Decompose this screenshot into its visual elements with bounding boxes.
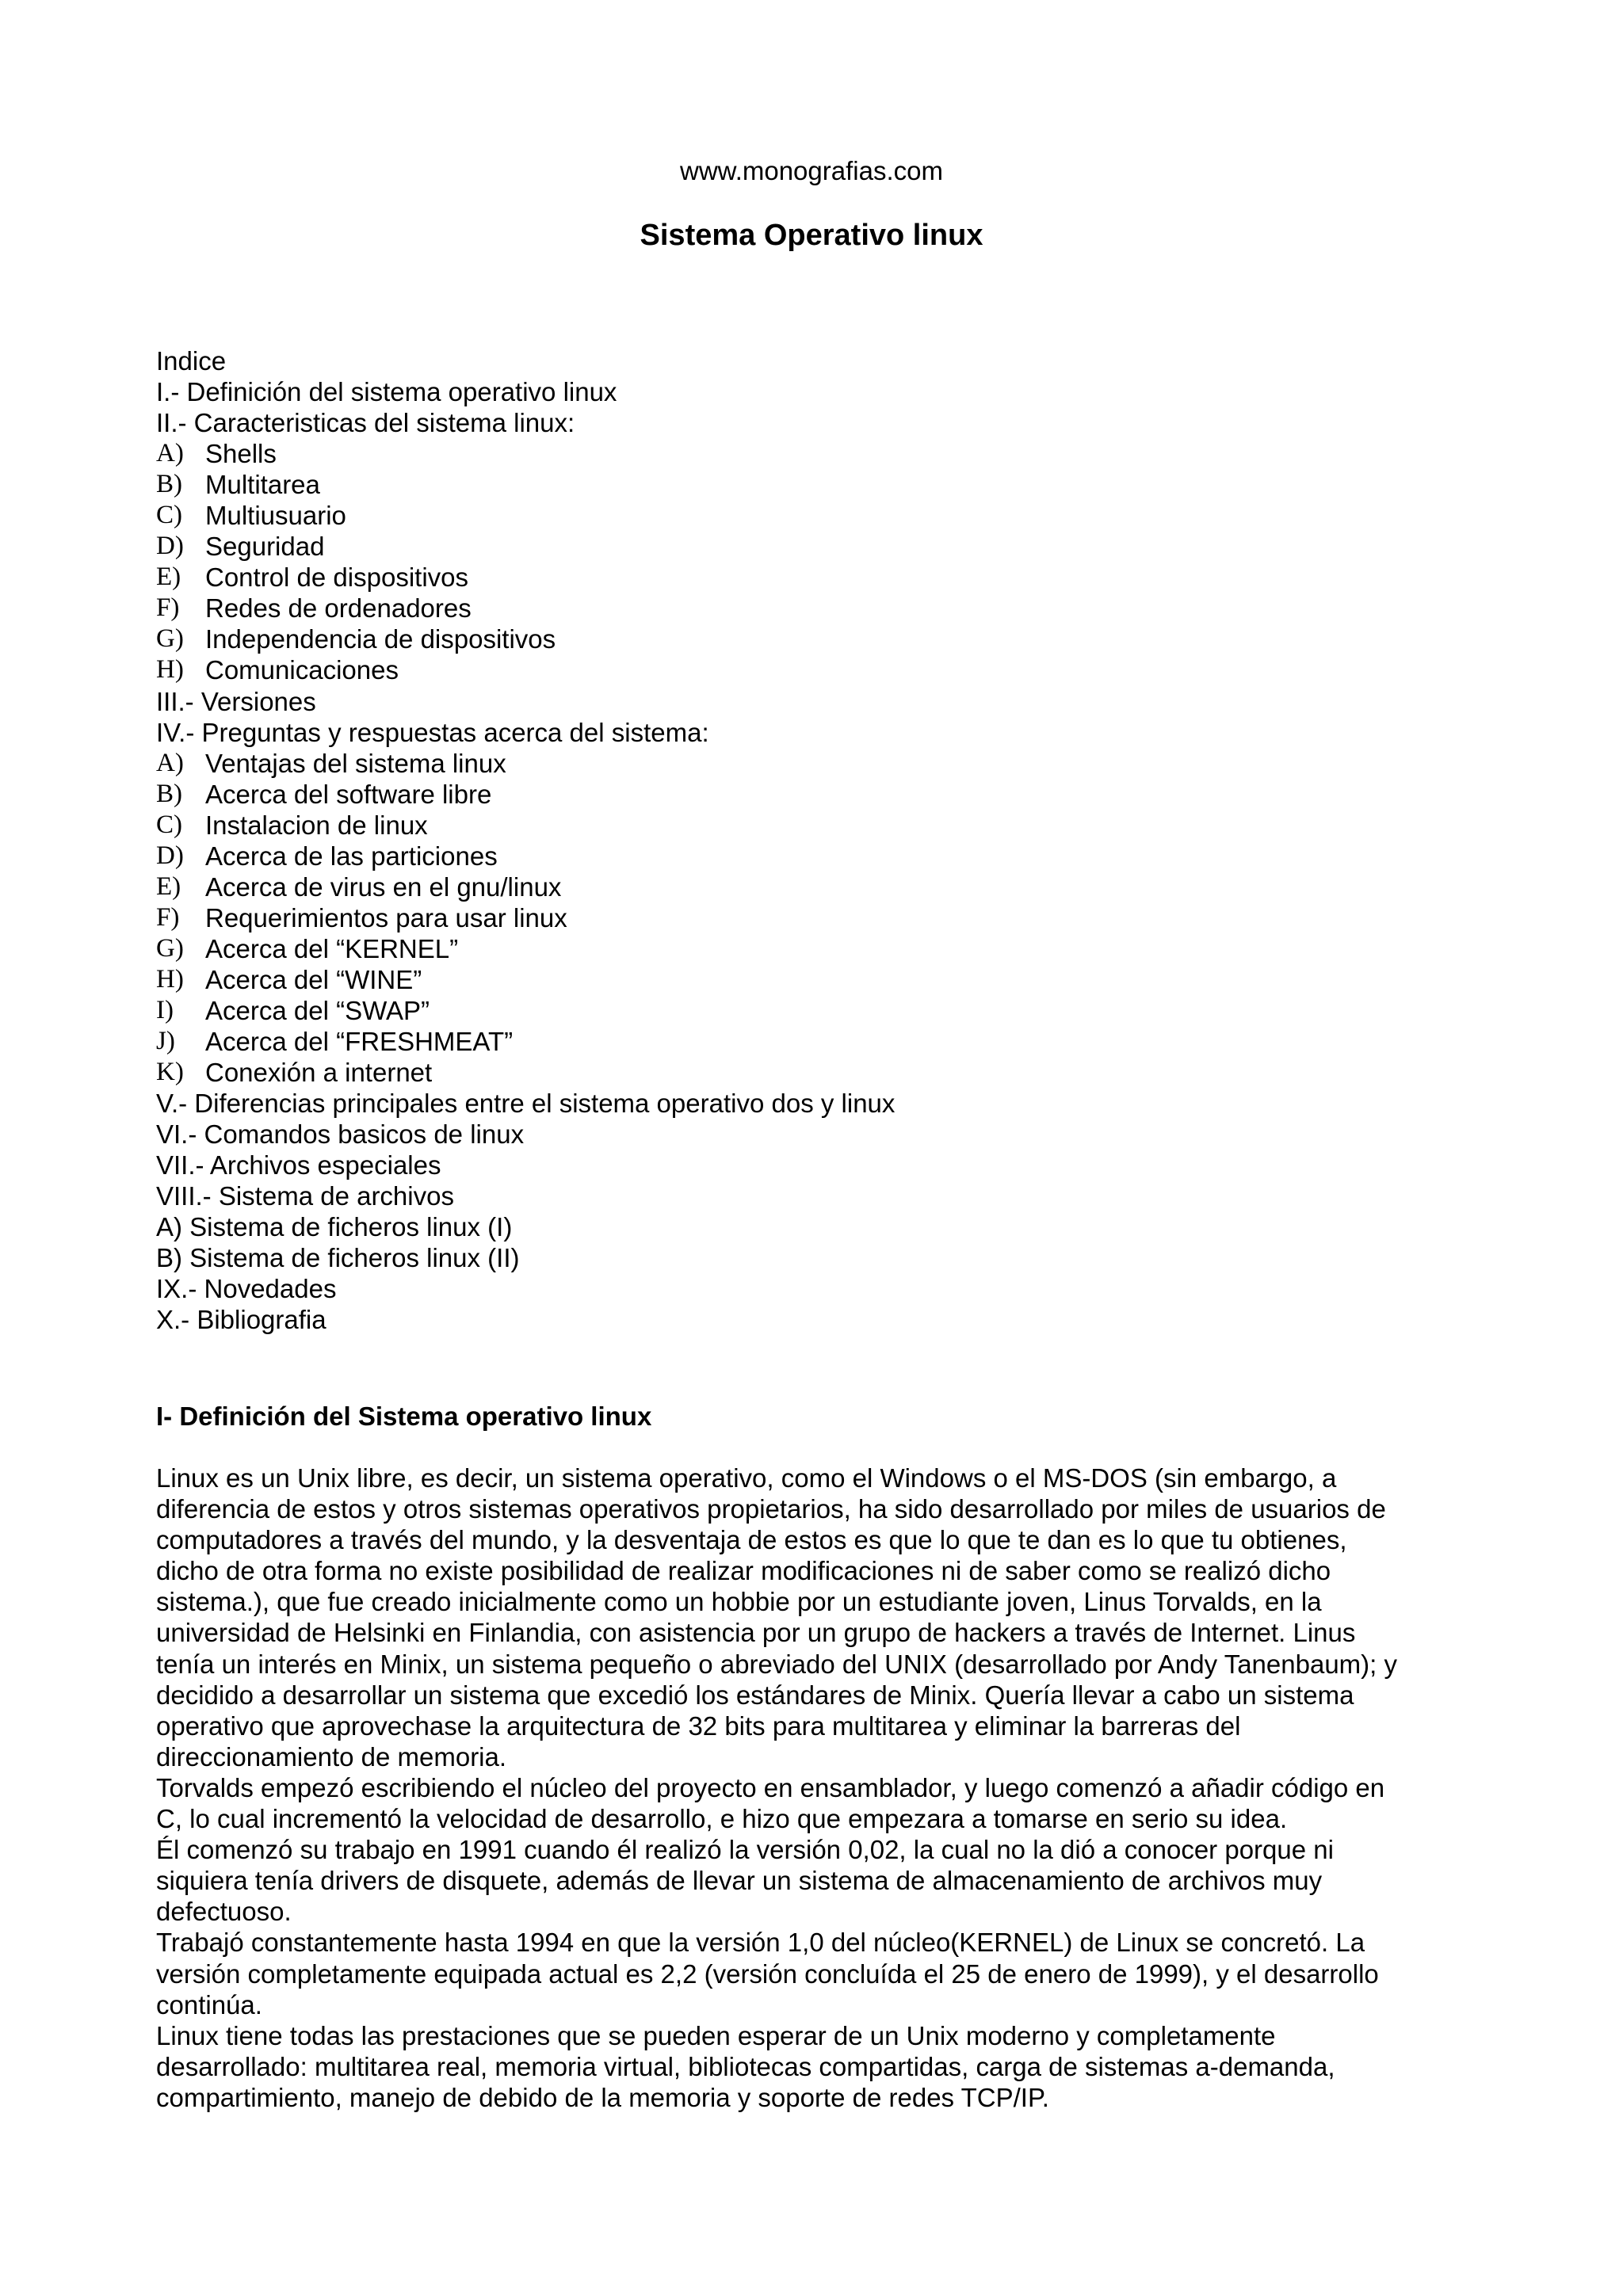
- toc-item: [156, 779, 1503, 810]
- header-url: www.monografias.com: [680, 156, 943, 185]
- toc-item-letter: H): [156, 964, 184, 994]
- toc-item: [156, 871, 1503, 902]
- paragraph-line: Linux tiene todas las prestaciones que se pueden esperar de un Unix moderno y completamente: [156, 2020, 1276, 2050]
- paragraph-line: decidido a desarrollar un sistema que excedió los estándares de Minix. Quería llevar a cabo un sistema: [156, 1680, 1354, 1710]
- toc-item: III.- Versiones: [156, 686, 316, 716]
- paragraph-line: continúa.: [156, 1989, 262, 2019]
- toc-item-text: Conexión a internet: [205, 1058, 433, 1088]
- toc-heading: Indice: [156, 346, 227, 376]
- toc-item-letter: D): [156, 532, 184, 561]
- paragraph-line: universidad de Helsinki en Finlandia, con asistencia por un grupo de hackers a través de Internet. Linus: [156, 1618, 1356, 1648]
- toc-item-letter: B): [156, 470, 182, 499]
- toc-item: VII.- Archivos especiales: [156, 1150, 441, 1180]
- paragraph-line: compartimiento, manejo de debido de la memoria y soporte de redes TCP/IP.: [156, 2082, 1049, 2112]
- toc-item: [156, 964, 1503, 995]
- toc-item-letter: G): [156, 933, 184, 963]
- toc-item: [156, 902, 1503, 933]
- toc-item-text: Redes de ordenadores: [205, 593, 472, 624]
- toc-item: [156, 500, 1503, 531]
- toc-item: II.- Caracteristicas del sistema linux:: [156, 408, 575, 438]
- toc-item-text: Multitarea: [205, 470, 320, 500]
- paragraph-line: Torvalds empezó escribiendo el núcleo del proyecto en ensamblador, y luego comenzó a añadir código en: [156, 1772, 1385, 1802]
- toc-item-text: Acerca del “KERNEL”: [205, 933, 459, 963]
- toc-item: [156, 469, 1503, 500]
- toc-item-text: Acerca del “SWAP”: [205, 995, 430, 1025]
- toc-item: [156, 1026, 1503, 1057]
- toc-item-letter: J): [156, 1027, 175, 1056]
- toc-item-letter: E): [156, 563, 181, 592]
- toc-item: [156, 995, 1503, 1026]
- toc-item: IX.- Novedades: [156, 1274, 337, 1304]
- toc-item-letter: A): [156, 439, 184, 468]
- toc-item-text: Control de dispositivos: [205, 563, 468, 593]
- paragraph-line: siquiera tenía drivers de disquete, además de llevar un sistema de almacenamiento de archivos muy: [156, 1866, 1323, 1896]
- toc-item: X.- Bibliografia: [156, 1305, 327, 1335]
- toc-item-letter: C): [156, 810, 182, 839]
- toc-item-letter: G): [156, 624, 184, 654]
- toc-item-text: Acerca del “WINE”: [205, 964, 422, 994]
- toc-item-letter: K): [156, 1058, 184, 1087]
- paragraph-line: versión completamente equipada actual es 2,2 (versión concluída el 25 de enero de 1999), y el desarrollo: [156, 1958, 1379, 1989]
- paragraph-line: Linux es un Unix libre, es decir, un sistema operativo, como el Windows o el MS-DOS (sin embargo, a: [156, 1463, 1337, 1493]
- toc-item: B) Sistema de ficheros linux (II): [156, 1243, 520, 1273]
- toc-item-text: Acerca de las particiones: [205, 841, 498, 871]
- paragraph-line: computadores a través del mundo, y la desventaja de estos es que lo que te dan es lo que tu obtienes,: [156, 1525, 1347, 1555]
- toc-item-letter: I): [156, 995, 174, 1024]
- toc-item: I.- Definición del sistema operativo linux: [156, 377, 617, 407]
- toc-item-text: Ventajas del sistema linux: [205, 748, 506, 778]
- toc-item-letter: B): [156, 779, 182, 808]
- paragraph-line: sistema.), que fue creado inicialmente como un hobbie por un estudiante joven, Linus Torvalds, en la: [156, 1587, 1322, 1617]
- toc-item: [156, 624, 1503, 654]
- toc-item: [156, 562, 1503, 593]
- toc-item: VI.- Comandos basicos de linux: [156, 1119, 525, 1150]
- toc-item-letter: D): [156, 841, 184, 870]
- toc-item: [156, 438, 1503, 469]
- toc-item: A) Sistema de ficheros linux (I): [156, 1212, 513, 1242]
- section-body: [156, 1463, 1511, 2113]
- toc-item-text: Requerimientos para usar linux: [205, 902, 567, 933]
- toc-item-letter: H): [156, 655, 184, 685]
- toc-item: [156, 1057, 1503, 1088]
- paragraph-line: defectuoso.: [156, 1897, 292, 1927]
- toc-item: IV.- Preguntas y respuestas acerca del sistema:: [156, 717, 709, 747]
- paragraph-line: operativo que aprovechase la arquitectura de 32 bits para multitarea y eliminar la barreras del: [156, 1711, 1241, 1741]
- table-of-contents: [156, 345, 1503, 1336]
- toc-item: V.- Diferencias principales entre el sistema operativo dos y linux: [156, 1089, 896, 1119]
- toc-item-text: Comunicaciones: [205, 655, 399, 685]
- toc-item: [156, 748, 1503, 779]
- toc-item-text: Instalacion de linux: [205, 810, 428, 840]
- toc-list: [156, 376, 1503, 1335]
- paragraph-line: diferencia de estos y otros sistemas operativos propietarios, ha sido desarrollado por miles de usuarios de: [156, 1494, 1386, 1524]
- paragraph-line: dicho de otra forma no existe posibilidad de realizar modificaciones ni de saber como se realizó dicho: [156, 1556, 1331, 1586]
- toc-item-letter: A): [156, 748, 184, 777]
- toc-item-letter: F): [156, 902, 180, 932]
- paragraph-line: tenía un interés en Minix, un sistema pequeño o abreviado del UNIX (desarrollado por Andy Tanenbaum); y: [156, 1649, 1397, 1679]
- paragraph-line: desarrollado: multitarea real, memoria virtual, bibliotecas compartidas, carga de sistemas a-demanda,: [156, 2051, 1335, 2081]
- toc-item-letter: F): [156, 593, 180, 623]
- toc-item: [156, 810, 1503, 841]
- toc-item-text: Acerca de virus en el gnu/linux: [205, 871, 562, 902]
- paragraph-line: Él comenzó su trabajo en 1991 cuando él realizó la versión 0,02, la cual no la dió a conocer porque ni: [156, 1835, 1334, 1865]
- toc-item: [156, 654, 1503, 685]
- toc-item-letter: C): [156, 501, 182, 530]
- toc-item-text: Acerca del software libre: [205, 779, 492, 809]
- paragraph-line: C, lo cual incrementó la velocidad de desarrollo, e hizo que empezara a tomarse en serio su idea.: [156, 1804, 1288, 1834]
- toc-item: [156, 593, 1503, 624]
- toc-item-text: Seguridad: [205, 532, 325, 562]
- toc-item: [156, 933, 1503, 964]
- section-heading: I- Definición del Sistema operativo linux: [156, 1402, 652, 1431]
- toc-item-text: Multiusuario: [205, 501, 346, 531]
- toc-item-letter: E): [156, 871, 181, 901]
- paragraph-line: Trabajó constantemente hasta 1994 en que la versión 1,0 del núcleo(KERNEL) de Linux se concretó. La: [156, 1928, 1365, 1958]
- toc-item-text: Independencia de dispositivos: [205, 624, 556, 654]
- paragraph-line: direccionamiento de memoria.: [156, 1741, 507, 1772]
- toc-item: VIII.- Sistema de archivos: [156, 1181, 454, 1211]
- toc-item: [156, 531, 1503, 562]
- toc-item: [156, 841, 1503, 871]
- toc-item-text: Acerca del “FRESHMEAT”: [205, 1027, 514, 1057]
- document-title: Sistema Operativo linux: [640, 219, 983, 252]
- toc-item-text: Shells: [205, 439, 277, 469]
